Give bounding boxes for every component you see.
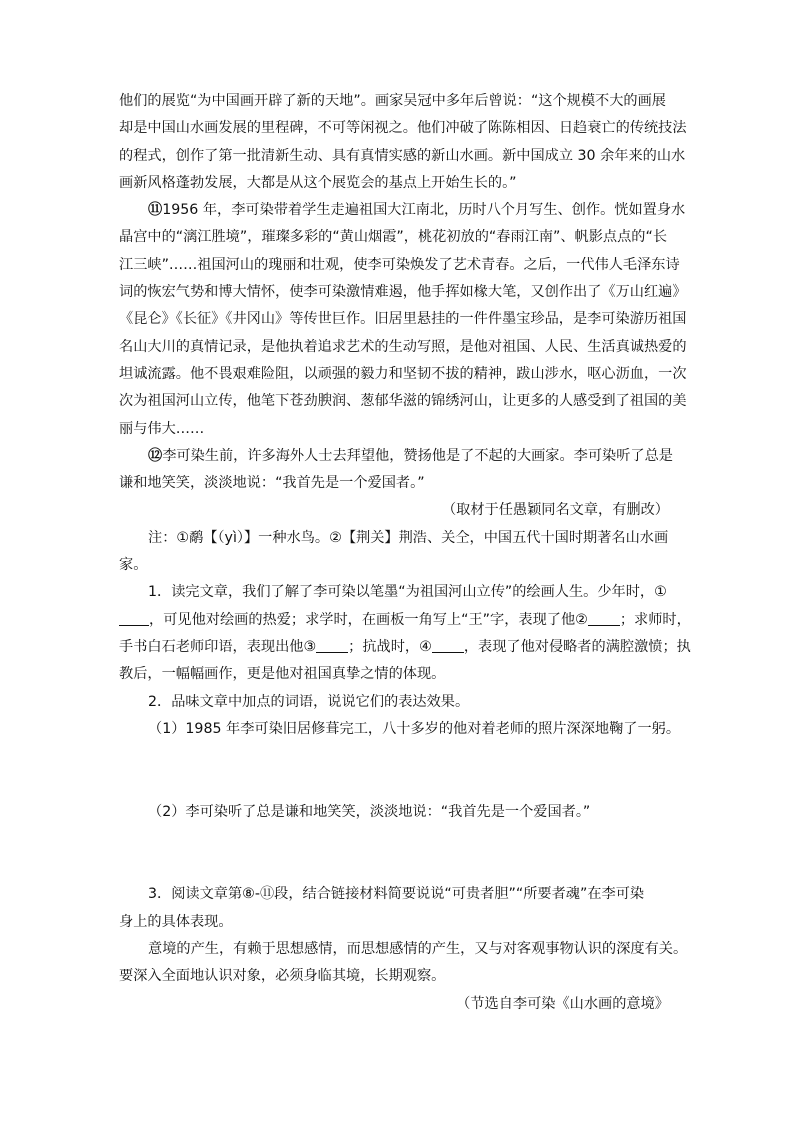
question-text: ；求师时， <box>619 611 691 628</box>
paragraph-12-line: 谦和地笑笑，淡淡地说：“我首先是一个爱国者。” <box>119 475 425 492</box>
paragraph-11-line <box>119 197 686 224</box>
paragraph-line: 却是中国山水画发展的里程碑，不可等闲视之。他们冲破了陈陈相因、日趋衰亡的传统技法 <box>119 120 687 137</box>
answer-blank-4[interactable] <box>432 638 464 653</box>
question-1-line <box>119 634 691 661</box>
paragraph-11-line: 江三峡”……祖国河山的瑰丽和壮观，使李可染焕发了艺术青春。之后，一代伟人毛泽东诗 <box>119 256 680 273</box>
paragraph-line: 他们的展览“为中国画开辟了新的天地”。画家吴冠中多年后曾说：“这个规模不大的画展 <box>119 93 666 109</box>
paragraph-11-line: 《昆仑》《长征》《井冈山》等传世巨作。旧居里悬挂的一件件墨宝珍品，是李可染游历祖国 <box>119 311 687 328</box>
paragraph-11-line: 晶宫中的“漓江胜境”，璀璨多彩的“黄山烟霞”，桃花初放的“春雨江南”、帆影点点的“长 <box>119 229 668 246</box>
link-material-line: 意境的产生，有赖于思想感情，而思想感情的产生，又与对客观事物认识的深度有关。 <box>148 941 688 958</box>
question-2-sub2: （2）李可染听了总是谦和地笑笑，淡淡地说：“我首先是一个爱国者。” <box>148 804 591 821</box>
paragraph-11-line: 次为祖国河山立传，他笔下苍劲腴润、葱郁华滋的锦绣河山，让更多的人感受到了祖国的美 <box>119 393 687 410</box>
source-citation: （取材于任愚颖同名文章，有删改） <box>441 502 669 519</box>
paragraph-11-line: 坦诚流露。他不畏艰难险阻，以顽强的毅力和坚韧不拔的精神，跋山涉水，呕心沥血，一次 <box>119 365 687 382</box>
question-2-sub1: （1）1985 年李可染旧居修葺完工，八十多岁的他对着老师的照片深深地鞠了一躬。 <box>148 720 681 737</box>
answer-space-1[interactable] <box>119 743 675 799</box>
question-text: ，表现了他对侵略者的满腔激愤；执 <box>463 638 691 655</box>
document-page <box>119 88 691 1018</box>
answer-blank-1[interactable] <box>119 611 149 626</box>
question-1-line: 1．读完文章，我们了解了李可染以笔墨“为祖国河山立传”的绘画人生。少年时，① <box>148 584 667 601</box>
paragraph-line: 画新风格蓬勃发展，大都是从这个展览会的基点上开始生长的。” <box>119 174 517 191</box>
paragraph-11-line: 名山大川的真情记录，是他执着追求艺术的生动写照，是他对祖国、人民、生活真诚热爱的 <box>119 338 687 355</box>
question-3-line: 3．阅读文章第⑧-⑪段，结合链接材料简要说说“可贵者胆”“所要者魂”在李可染 <box>148 886 645 903</box>
link-source: （节选自李可染《山水画的意境》 <box>456 995 669 1012</box>
paragraph-text: 1956 年，李可染带着学生走遍祖国大江南北，历时八个月写生、创作。恍如置身水 <box>162 202 686 219</box>
paragraph-11-line: 丽与伟大…… <box>119 420 205 437</box>
answer-space-2[interactable] <box>119 826 675 881</box>
footnote-line: 家。 <box>119 557 148 574</box>
paragraph-text: 李可染生前，许多海外人士去拜望他，赞扬他是了不起的大画家。李可染听了总是 <box>162 447 673 464</box>
paragraph-12-line <box>119 443 675 470</box>
question-text: ，可见他对绘画的热爱；求学时，在画板一角写上“王”字，表现了他② <box>149 611 588 628</box>
answer-blank-3[interactable] <box>316 638 348 653</box>
paragraph-number: ⑪ <box>148 202 163 219</box>
question-1-line <box>119 607 691 634</box>
paragraph-11-line: 词的恢宏气势和博大情怀，使李可染激情难遏，他手挥如椽大笔，又创作出了《万山红遍》 <box>119 284 687 301</box>
question-text: ；抗战时，④ <box>348 638 432 655</box>
question-2-title: 2．品味文章中加点的词语，说说它们的表达效果。 <box>148 693 470 710</box>
question-3-line: 身上的具体表现。 <box>119 913 233 930</box>
footnote-line: 注：①鹬【（yì）】一种水鸟。②【荆关】荆浩、关仝，中国五代十国时期著名山水画 <box>148 529 669 546</box>
paragraph-line: 的程式，创作了第一批清新生动、具有真情实感的新山水画。新中国成立 30 余年来的山水 <box>119 147 686 164</box>
paragraph-number: ⑫ <box>148 447 163 464</box>
question-text: 手书白石老师印语，表现出他③ <box>119 638 317 655</box>
link-material-line: 要深入全面地认识对象，必须身临其境，长期观察。 <box>119 968 446 985</box>
question-1-line: 教后，一幅幅画作，更是他对祖国真挚之情的体现。 <box>119 666 446 683</box>
answer-blank-2[interactable] <box>588 611 620 626</box>
